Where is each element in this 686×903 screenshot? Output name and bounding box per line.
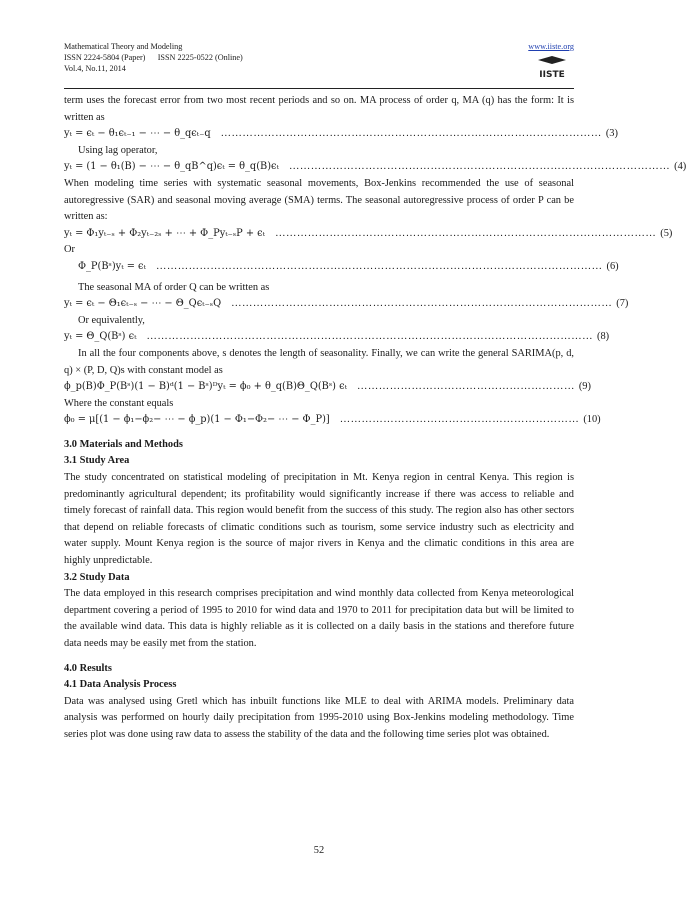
paragraph: The study concentrated on statistical modeling of precipitation in Mt. Kenya region in central Kenya. This region is predominantly agricultural dependent; its profitability would significantly increase if there was access to reliable and timely forecast of rainfall data. This region would benefit from the success of this study. The region also has other sectors that depend on reliable forecasts of climatic conditions such as tourism, some service industry such as electricity and water supply. Mount Kenya region is the source of major rivers in Kenya and the climatic conditions in this area are highly unpredictable. — [64, 472, 574, 567]
leader-dots: …………………………………………………………………………………………… — [220, 128, 602, 140]
journal-issn: ISSN 2224-5804 (Paper) ISSN 2225-0522 (Online) — [64, 53, 243, 62]
equation-number: (9) — [578, 381, 591, 393]
journal-volume: Vol.4, No.11, 2014 — [64, 64, 126, 73]
leader-dots: ………………………………………………………… — [339, 414, 580, 426]
section-heading: 3.0 Materials and Methods — [64, 438, 183, 450]
equation-formula: ϕ_p(B)Φ_P(Bˢ)(1 − B)ᵈ(1 − Bˢ)ᴰyₜ = ϕ₀ + θ_q(B)Θ_Q(Bˢ) ϵₜ — [64, 381, 348, 393]
equation-number: (4) — [674, 161, 686, 173]
subsection-heading: 4.1 Data Analysis Process — [64, 679, 177, 691]
section-heading: 4.0 Results — [64, 662, 112, 674]
paragraph: When modeling time series with systematic seasonal movements, Box-Jenkins recommended the use of seasonal autoregressive (SAR) and seasonal moving average (SMA) terms. The seasonal autoregressive process of order P can be written as: — [64, 177, 574, 223]
equation-number: (3) — [605, 128, 618, 140]
equation-3 — [64, 126, 618, 143]
equation-formula: yₜ = (1 − θ₁(B) − ⋯ − θ_qB^q)ϵₜ = θ_q(B)ϵₜ — [64, 161, 279, 173]
equation-7 — [64, 296, 629, 313]
journal-title: Mathematical Theory and Modeling — [64, 42, 183, 51]
leader-dots: …………………………………………………… — [357, 381, 575, 393]
paragraph: Or equivalently, — [78, 314, 145, 326]
equation-number: (10) — [583, 414, 601, 426]
equation-formula: ϕ₀ = μ[(1 − ϕ₁−ϕ₂− ⋯ − ϕ_p)(1 − Φ₁−Φ₂− ⋯ − Φ_P)] — [64, 414, 330, 426]
equation-4 — [64, 159, 686, 176]
page-number: 52 — [313, 845, 325, 856]
journal-header — [64, 41, 243, 74]
paragraph: Or — [64, 244, 75, 256]
equation-number: (5) — [660, 227, 673, 239]
iiste-logo — [534, 54, 570, 81]
paragraph: Using lag operator, — [78, 144, 158, 156]
equation-8 — [64, 329, 610, 346]
leader-dots: …………………………………………………………………………………………………………… — [155, 260, 603, 272]
equation-number: (6) — [606, 260, 619, 272]
paragraph: The seasonal MA of order Q can be written as — [78, 281, 270, 293]
equation-formula: yₜ = ϵₜ − θ₁ϵₜ₋₁ − ⋯ − θ_qϵₜ₋q — [64, 128, 211, 140]
leader-dots: …………………………………………………………………………………………………………… — [146, 331, 594, 343]
journal-url-link[interactable]: www.iiste.org — [528, 42, 574, 51]
page-body — [64, 93, 686, 744]
paragraph: Data was analysed using Gretl which has inbuilt functions like MLE to deal with ARIMA models. Preliminary data analysis was performed on hourly daily precipitation from 1995-2010 using Box-Jenkins modeling methodology. Time series plot was done using raw data to assess the stability of the data and the following time series plot was obtained. — [64, 695, 574, 740]
leader-dots: …………………………………………………………………………………………… — [275, 227, 657, 239]
leader-dots: …………………………………………………………………………………………… — [288, 161, 671, 173]
equation-6 — [64, 259, 619, 276]
equation-formula: Φ_P(Bˢ)yₜ = ϵₜ — [78, 260, 146, 272]
equation-formula: yₜ = Φ₁yₜ₋ₛ + Φ₂yₜ₋₂ₛ + ⋯ + Φ_Pyₜ₋ₛP + ϵₜ — [64, 227, 266, 239]
equation-number: (8) — [597, 331, 610, 343]
equation-number: (7) — [616, 298, 629, 310]
paragraph: The data employed in this research comprises precipitation and wind monthly data collected from Kenya meteorological department covering a period of 1995 to 2010 for wind data and 1970 to 2011 for precipitation data but will be limited to the available wind data. This data is highly reliable as it is collected on a daily basis in the stations and therefore future data needs may be easily met from the station. — [64, 588, 574, 649]
equation-5 — [64, 226, 673, 243]
header-rule — [64, 88, 574, 89]
equation-formula: yₜ = ϵₜ − Θ₁ϵₜ₋ₛ − ⋯ − Θ_Qϵₜ₋ₛQ — [64, 298, 222, 310]
equation-10 — [64, 412, 601, 429]
paragraph: In all the four components above, s denotes the length of seasonality. Finally, we can write the general SARIMA(p, d, q) × (P, D, Q)s with constant model as — [64, 347, 574, 376]
equation-formula: yₜ = Θ_Q(Bˢ) ϵₜ — [64, 331, 137, 343]
subsection-heading: 3.1 Study Area — [64, 455, 130, 467]
equation-9 — [64, 379, 591, 396]
subsection-heading: 3.2 Study Data — [64, 571, 130, 583]
logo-text: IISTE — [539, 70, 565, 80]
paragraph: term uses the forecast error from two most recent periods and so on. MA process of order q, MA (q) has the form: It is written as — [64, 95, 574, 123]
paragraph: Where the constant equals — [64, 397, 174, 409]
leader-dots: …………………………………………………………………………………………… — [231, 298, 613, 310]
